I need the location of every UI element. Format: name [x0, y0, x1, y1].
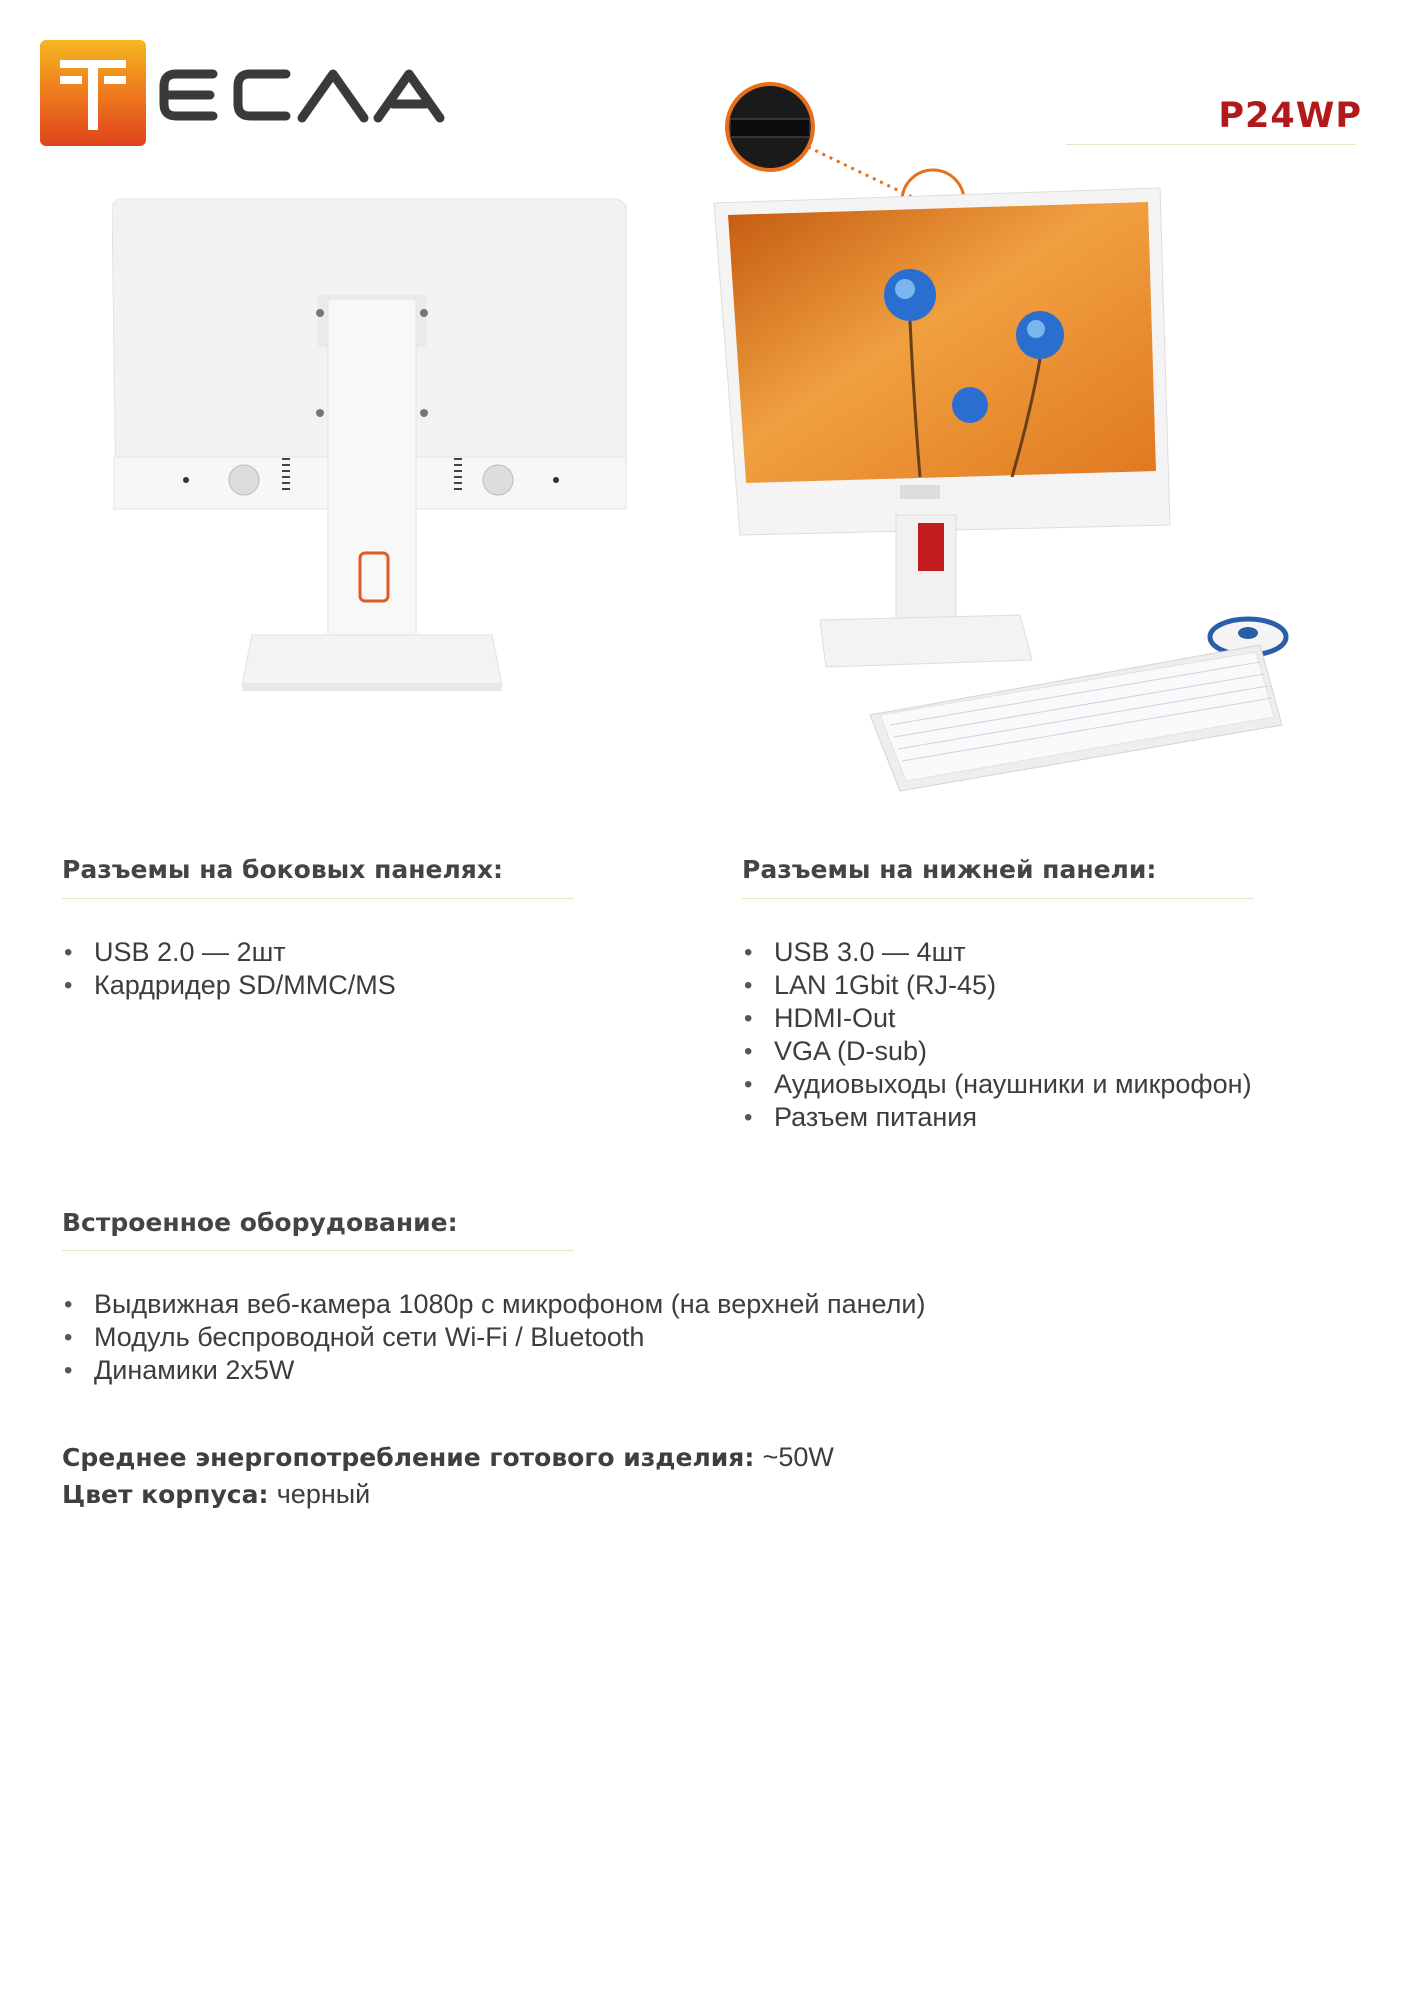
side-ports-rule [62, 898, 574, 899]
tesla-logo [38, 38, 478, 148]
list-item: • HDMI-Out [742, 1002, 1252, 1035]
list-item: • Аудиовыходы (наушники и микрофон) [742, 1068, 1252, 1101]
list-item: • USB 2.0 — 2шт [62, 936, 396, 969]
builtin-hardware-rule [62, 1250, 574, 1251]
side-ports-title: Разъемы на боковых панелях: [62, 855, 503, 884]
case-color [62, 1479, 370, 1510]
list-item: • LAN 1Gbit (RJ-45) [742, 969, 1252, 1002]
list-item: • Динамики 2x5W [62, 1354, 925, 1387]
list-item: • USB 3.0 — 4шт [742, 936, 1252, 969]
list-item: • Разъем питания [742, 1101, 1252, 1134]
bottom-ports-list [742, 936, 1252, 1134]
case-color-value: черный [276, 1479, 371, 1509]
list-item: • Модуль беспроводной сети Wi-Fi / Bluetooth [62, 1321, 925, 1354]
case-color-label: Цвет корпуса: [62, 1480, 269, 1509]
bottom-ports-rule [742, 898, 1254, 899]
power-value: ~50W [762, 1442, 834, 1472]
bottom-ports-title: Разъемы на нижней панели: [742, 855, 1157, 884]
list-item: • Кардридер SD/MMC/MS [62, 969, 396, 1002]
monoblock-front-image [700, 75, 1300, 795]
power-label: Среднее энергопотребление готового изделия: [62, 1443, 755, 1472]
model-name: P24WP [1218, 96, 1362, 136]
monoblock-back-image [112, 195, 632, 715]
builtin-hardware-list [62, 1288, 925, 1387]
power-consumption [62, 1442, 834, 1473]
side-ports-list [62, 936, 396, 1002]
builtin-hardware-title: Встроенное оборудование: [62, 1208, 458, 1237]
list-item: • VGA (D-sub) [742, 1035, 1252, 1068]
list-item: • Выдвижная веб-камера 1080р с микрофоном (на верхней панели) [62, 1288, 925, 1321]
